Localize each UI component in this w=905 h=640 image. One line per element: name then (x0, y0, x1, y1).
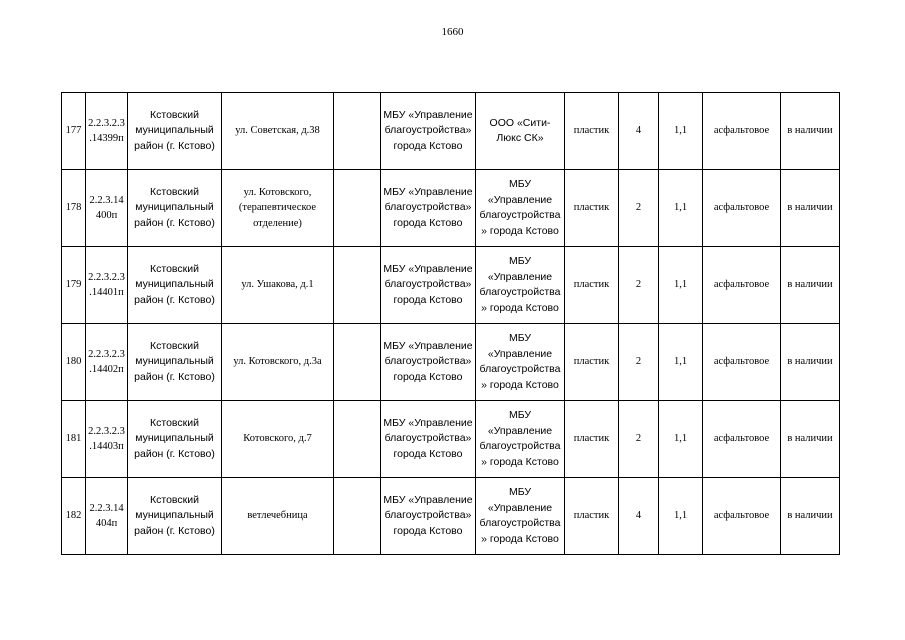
district: Кстовский муниципальный район (г. Кстово) (128, 478, 222, 555)
container-volume: 1,1 (659, 93, 703, 170)
availability-status: в наличии (781, 401, 840, 478)
container-type: пластик (565, 170, 619, 247)
table-row (62, 324, 840, 401)
row-number: 177 (62, 93, 86, 170)
empty-cell (334, 478, 381, 555)
holder: МБУ «Управление благоустройства» города Кстово (476, 478, 565, 555)
container-type: пластик (565, 401, 619, 478)
availability-status: в наличии (781, 247, 840, 324)
owner: МБУ «Управление благоустройства» города Кстово (381, 93, 476, 170)
registry-code: 2.2.3.14400п (86, 170, 128, 247)
container-type: пластик (565, 93, 619, 170)
availability-status: в наличии (781, 478, 840, 555)
container-type: пластик (565, 324, 619, 401)
address: ул. Котовского, (терапевтическое отделение) (222, 170, 334, 247)
owner: МБУ «Управление благоустройства» города Кстово (381, 324, 476, 401)
container-type: пластик (565, 478, 619, 555)
address: Котовского, д.7 (222, 401, 334, 478)
holder: МБУ «Управление благоустройства» города Кстово (476, 401, 565, 478)
table-row (62, 478, 840, 555)
container-count: 2 (619, 324, 659, 401)
surface-type: асфальтовое (703, 478, 781, 555)
table-row (62, 170, 840, 247)
registry-code: 2.2.3.2.3.14402п (86, 324, 128, 401)
empty-cell (334, 247, 381, 324)
registry-code: 2.2.3.2.3.14403п (86, 401, 128, 478)
holder: ООО «Сити-Люкс СК» (476, 93, 565, 170)
container-volume: 1,1 (659, 324, 703, 401)
availability-status: в наличии (781, 93, 840, 170)
registry-body (62, 93, 840, 555)
owner: МБУ «Управление благоустройства» города Кстово (381, 478, 476, 555)
registry-code: 2.2.3.2.3.14401п (86, 247, 128, 324)
holder: МБУ «Управление благоустройства» города Кстово (476, 170, 565, 247)
empty-cell (334, 170, 381, 247)
holder: МБУ «Управление благоустройства» города Кстово (476, 247, 565, 324)
surface-type: асфальтовое (703, 93, 781, 170)
owner: МБУ «Управление благоустройства» города Кстово (381, 247, 476, 324)
table-row (62, 401, 840, 478)
container-count: 2 (619, 401, 659, 478)
container-volume: 1,1 (659, 401, 703, 478)
container-count: 2 (619, 170, 659, 247)
table-row (62, 93, 840, 170)
owner: МБУ «Управление благоустройства» города Кстово (381, 401, 476, 478)
district: Кстовский муниципальный район (г. Кстово) (128, 170, 222, 247)
surface-type: асфальтовое (703, 401, 781, 478)
page-number: 1660 (441, 26, 464, 38)
row-number: 181 (62, 401, 86, 478)
district: Кстовский муниципальный район (г. Кстово) (128, 247, 222, 324)
table-row (62, 247, 840, 324)
owner: МБУ «Управление благоустройства» города Кстово (381, 170, 476, 247)
empty-cell (334, 93, 381, 170)
registry-code: 2.2.3.2.3.14399п (86, 93, 128, 170)
address: ул. Ушакова, д.1 (222, 247, 334, 324)
availability-status: в наличии (781, 170, 840, 247)
surface-type: асфальтовое (703, 324, 781, 401)
availability-status: в наличии (781, 324, 840, 401)
row-number: 180 (62, 324, 86, 401)
registry-table (61, 92, 840, 555)
container-volume: 1,1 (659, 478, 703, 555)
empty-cell (334, 324, 381, 401)
surface-type: асфальтовое (703, 170, 781, 247)
container-count: 2 (619, 247, 659, 324)
address: ул. Советская, д.38 (222, 93, 334, 170)
row-number: 178 (62, 170, 86, 247)
container-count: 4 (619, 478, 659, 555)
district: Кстовский муниципальный район (г. Кстово) (128, 93, 222, 170)
registry-code: 2.2.3.14404п (86, 478, 128, 555)
row-number: 179 (62, 247, 86, 324)
address: ул. Котовского, д.3а (222, 324, 334, 401)
container-count: 4 (619, 93, 659, 170)
address: ветлечебница (222, 478, 334, 555)
district: Кстовский муниципальный район (г. Кстово) (128, 401, 222, 478)
container-volume: 1,1 (659, 170, 703, 247)
surface-type: асфальтовое (703, 247, 781, 324)
container-type: пластик (565, 247, 619, 324)
empty-cell (334, 401, 381, 478)
row-number: 182 (62, 478, 86, 555)
holder: МБУ «Управление благоустройства» города Кстово (476, 324, 565, 401)
container-volume: 1,1 (659, 247, 703, 324)
district: Кстовский муниципальный район (г. Кстово) (128, 324, 222, 401)
